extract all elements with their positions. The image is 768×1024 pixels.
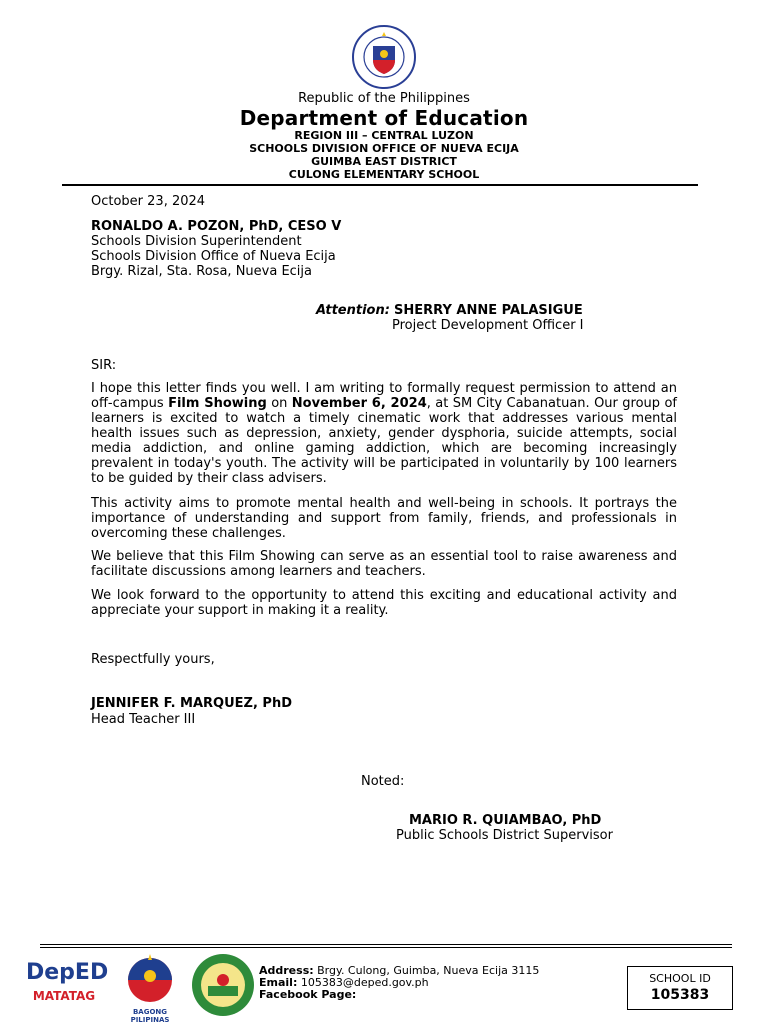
p1-text-b: on — [266, 396, 292, 411]
matatag-text: MATATAG — [32, 989, 96, 1003]
school-id-label: SCHOOL ID — [649, 972, 711, 985]
paragraph-2: This activity aims to promote mental health and well-being in schools. It portrays the importance of understanding and support from family, friends, and professionals in overcoming these challenges. — [91, 496, 677, 541]
letter-date: October 23, 2024 — [91, 194, 206, 209]
school-logo — [190, 952, 256, 1018]
department-title: Department of Education — [239, 106, 529, 130]
header-divider — [62, 184, 698, 186]
p1-text-c: , at SM City Cabanatuan. Our group of learners is excited to watch a timely cinematic work that addresses various mental health issues such as depression, anxiety, gender dysphoria, suicide attempts, social media addiction, and online gaming addiction, which are becoming increasingly prevalent in today's youth. The activity will be participated in voluntarily by 100 learners to be guided by their class advisers. — [91, 396, 677, 486]
deped-matatag-logo — [26, 952, 109, 1018]
school-line: CULONG ELEMENTARY SCHOOL — [288, 168, 480, 181]
address-label: Address: — [259, 964, 314, 977]
attention-line — [316, 303, 583, 318]
school-id-value: 105383 — [650, 987, 710, 1003]
address-value: Brgy. Culong, Guimba, Nueva Ecija 3115 — [317, 964, 540, 977]
bagong-pilipinas-logo — [114, 952, 186, 1024]
footer-divider — [40, 944, 732, 945]
recipient-office: Schools Division Office of Nueva Ecija — [91, 249, 336, 264]
region-line: REGION III – CENTRAL LUZON — [294, 129, 474, 142]
facebook-line — [259, 989, 356, 1001]
p1-bold-date: November 6, 2024 — [291, 396, 427, 411]
signatory-name: JENNIFER F. MARQUEZ, PhD — [91, 696, 293, 711]
signatory-title: Head Teacher III — [91, 712, 196, 727]
deped-logo-text: DepED — [26, 960, 109, 985]
recipient-address: Brgy. Rizal, Sta. Rosa, Nueva Ecija — [91, 264, 312, 279]
closing: Respectfully yours, — [91, 652, 215, 667]
p1-bold-event: Film Showing — [168, 396, 267, 411]
recipient-title: Schools Division Superintendent — [91, 234, 302, 249]
paragraph-1 — [91, 381, 677, 486]
facebook-label: Facebook Page: — [259, 988, 357, 1001]
attention-name: SHERRY ANNE PALASIGUE — [394, 303, 583, 318]
bagong-pilipinas-text: BAGONG PILIPINAS — [130, 1008, 170, 1024]
paragraph-4: We look forward to the opportunity to attend this exciting and educational activity and appreciate your support in making it a reality. — [91, 588, 677, 618]
school-id-box — [627, 966, 733, 1010]
email-value[interactable]: 105383@deped.gov.ph — [300, 976, 429, 989]
noted-label: Noted: — [361, 774, 405, 789]
deped-seal — [347, 24, 421, 90]
division-line: SCHOOLS DIVISION OFFICE OF NUEVA ECIJA — [249, 142, 519, 155]
district-line: GUIMBA EAST DISTRICT — [311, 155, 457, 168]
attention-label: Attention: — [316, 303, 390, 318]
paragraph-3: We believe that this Film Showing can serve as an essential tool to raise awareness and facilitate discussions among learners and teachers. — [91, 549, 677, 579]
salutation: SIR: — [91, 358, 117, 373]
attention-title: Project Development Officer I — [392, 318, 584, 333]
noted-title: Public Schools District Supervisor — [396, 828, 613, 843]
recipient-name: RONALDO A. POZON, PhD, CESO V — [91, 219, 342, 234]
republic-line: Republic of the Philippines — [298, 91, 470, 106]
footer-divider-secondary — [40, 947, 732, 948]
noted-name: MARIO R. QUIAMBAO, PhD — [409, 813, 602, 828]
email-label: Email: — [259, 976, 298, 989]
p1-text-a: I hope this letter finds you well. I am writing to formally request permission to attend an off-campus — [91, 381, 677, 411]
